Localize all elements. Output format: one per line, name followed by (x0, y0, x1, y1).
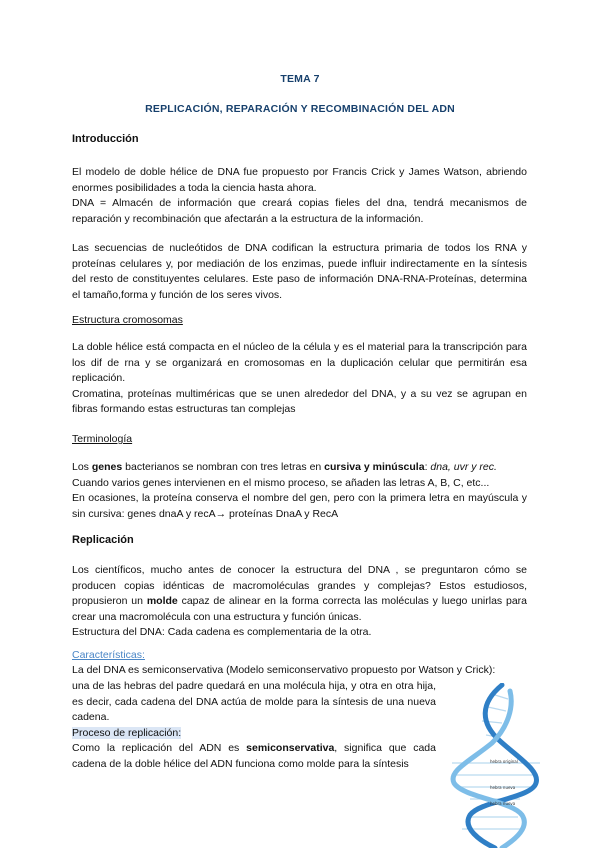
replicacion-paragraph-1: Los científicos, mucho antes de conocer la estructura del DNA , se preguntaron cómo se producen copias idénticas de macromoléculas grandes y complejas? Estos estudiosos, propusieron un molde capaz de alinear en la forma correcta las moléculas y luego unirlas para crear una macromolécula con una estructura y función únicas. (72, 564, 528, 623)
intro-paragraph-3: Las secuencias de nucleótidos de DNA codifican la estructura primaria de todos los RNA y proteínas celulares y, por mediación de los enzimas, puede influir indirectamente en la síntesis del resto de constituyentes celulares. Este paso de información DNA-RNA-Proteínas, determina el tamaño,forma y función de los seres vivos. (72, 242, 527, 301)
terminologia-heading: Terminología (72, 433, 133, 445)
caracteristicas-section (72, 679, 436, 772)
figure-label-1: hebra original (490, 759, 518, 764)
proceso-heading: Proceso de replicación: (72, 726, 182, 739)
terminologia-section (72, 460, 527, 522)
proceso-paragraph: Como la replicación del ADN es semiconservativa, significa que cada cadena de la doble hélice del ADN funciona como molde para la síntesis (72, 742, 436, 770)
terminologia-line-2: Cuando varios genes intervienen en el mismo proceso, se añaden las letras A, B, C, etc... (72, 476, 490, 489)
dna-helix-figure (440, 683, 550, 848)
document-subtitle: REPLICACIÓN, REPARACIÓN Y RECOMBINACIÓN DEL ADN (145, 103, 455, 115)
terminologia-line-3: En ocasiones, la proteína conserva el nombre del gen, pero con la primera letra en mayúscula y sin cursiva: genes dnaA y recA→ proteínas DnaA y RecA (72, 492, 527, 520)
cromosomas-paragraph-1: La doble hélice está compacta en el núcleo de la célula y es el material para la transcripción para los dif de rna y se organizará en cromosomas en la duplicación celular que permitirán esa replicación. (72, 341, 527, 384)
document-title: TEMA 7 (280, 73, 320, 85)
replicacion-section (72, 563, 527, 641)
cromosomas-paragraph-2: Cromatina, proteínas multiméricas que se unen alrededor del DNA, y a su vez se agrupan en fibras formando estas estructuras tan complejas (72, 387, 527, 415)
intro-section (72, 165, 527, 303)
intro-paragraph-2: DNA = Almacén de información que creará copias fieles del dna, tendrá mecanismos de reparación y recombinación que afectarán a la estructura de la información. (72, 197, 527, 225)
figure-label-2: hebra nueva (490, 785, 516, 790)
caracteristicas-line-1: La del DNA es semiconservativa (Modelo semiconservativo propuesto por Watson y Crick): (72, 664, 496, 676)
intro-paragraph-1: El modelo de doble hélice de DNA fue propuesto por Francis Crick y James Watson, abriendo enormes posibilidades a toda la ciencia hasta ahora. (72, 166, 527, 194)
terminologia-line-1: Los genes bacterianos se nombran con tres letras en cursiva y minúscula: dna, uvr y rec. (72, 461, 497, 473)
intro-heading: Introducción (72, 133, 139, 145)
cromosomas-section (72, 340, 527, 418)
dna-helix-icon (440, 683, 550, 848)
replicacion-paragraph-2: Estructura del DNA: Cada cadena es complementaria de la otra. (72, 626, 372, 638)
figure-label-3: hebra nueva (490, 801, 516, 806)
cromosomas-heading: Estructura cromosomas (72, 314, 183, 326)
replicacion-heading: Replicación (72, 534, 134, 546)
caracteristicas-paragraph: una de las hebras del padre quedará en una molécula hija, y otra en otra hija, es decir, cada cadena del DNA actúa de molde para la síntesis de una nueva cadena. (72, 680, 436, 723)
caracteristicas-heading: Características: (72, 649, 145, 661)
